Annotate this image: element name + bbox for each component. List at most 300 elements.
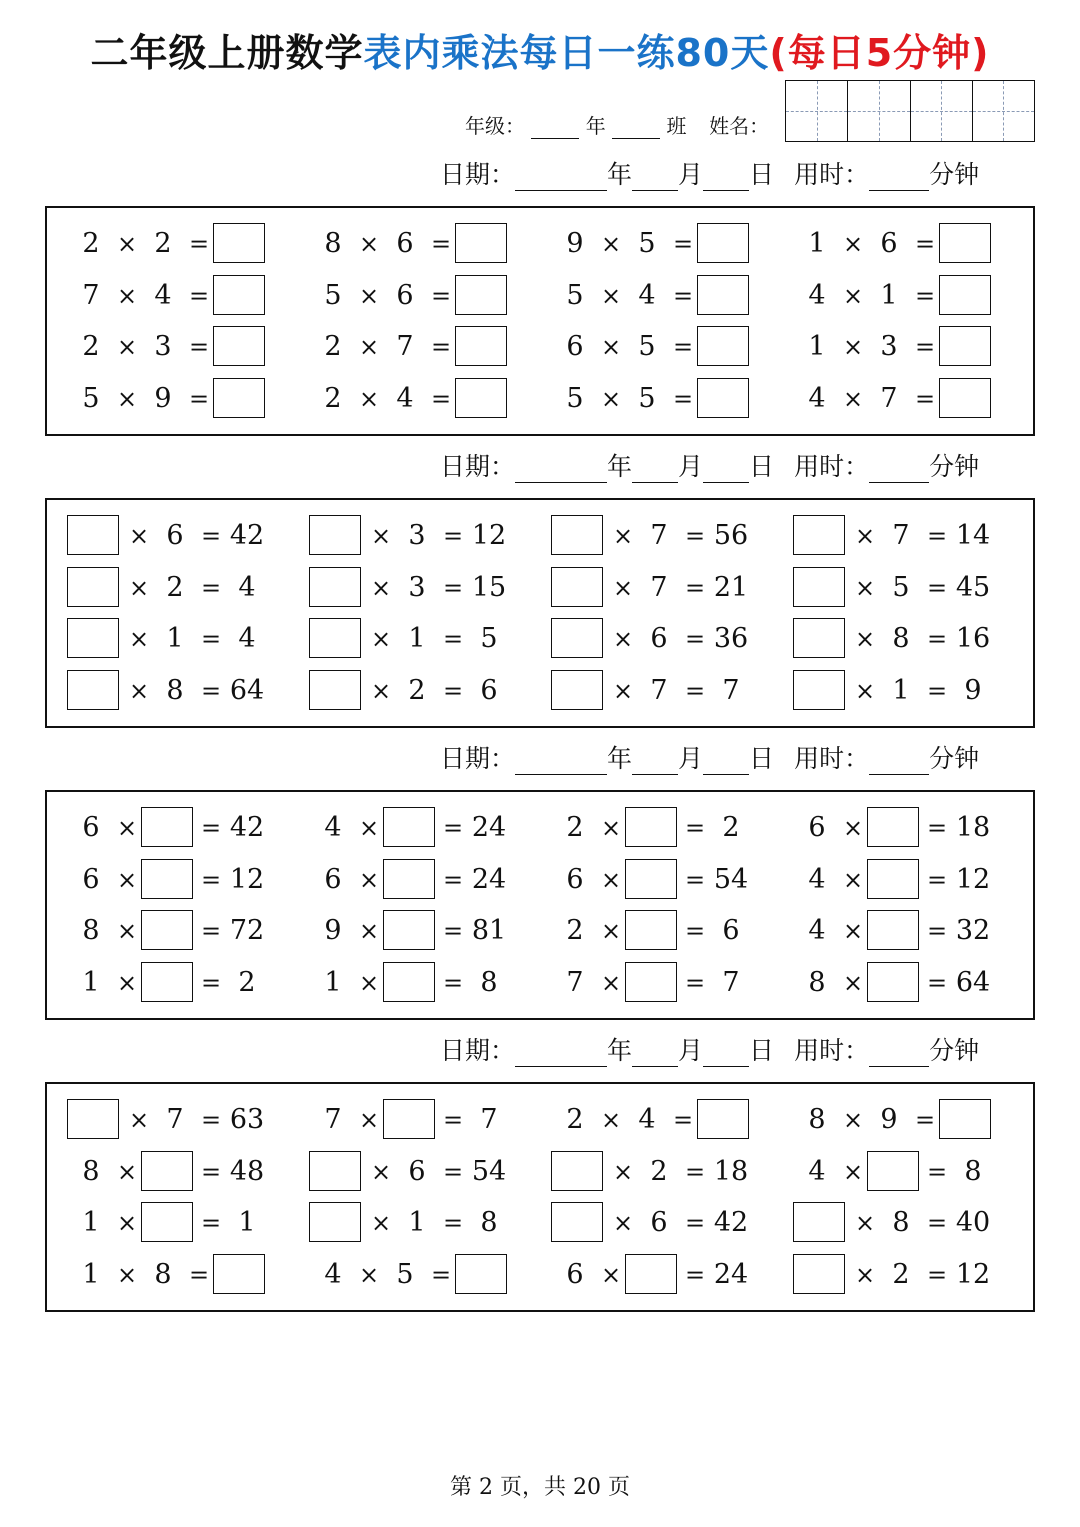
- number: 54: [713, 864, 749, 895]
- problem-row: [47, 962, 1033, 1004]
- answer-box[interactable]: [939, 378, 991, 418]
- answer-box[interactable]: [455, 326, 507, 366]
- number: 64: [955, 967, 991, 998]
- equals-sign: =: [684, 625, 706, 653]
- multiplication-problem: [67, 618, 307, 660]
- answer-box[interactable]: [793, 567, 845, 607]
- date-label: 日期：: [440, 452, 516, 481]
- number: 5: [638, 228, 656, 259]
- times-sign: ×: [842, 969, 864, 997]
- answer-box[interactable]: [867, 1151, 919, 1191]
- problem-row: [47, 910, 1033, 952]
- number: 8: [324, 228, 342, 259]
- number: 3: [154, 331, 172, 362]
- number: 4: [808, 1156, 826, 1187]
- answer-box[interactable]: [67, 515, 119, 555]
- times-sign: ×: [370, 1158, 392, 1186]
- multiplication-problem: [551, 910, 791, 952]
- equals-sign: =: [672, 1106, 694, 1134]
- answer-box[interactable]: [939, 223, 991, 263]
- answer-box[interactable]: [697, 1099, 749, 1139]
- times-sign: ×: [600, 282, 622, 310]
- answer-box[interactable]: [455, 275, 507, 315]
- times-sign: ×: [842, 814, 864, 842]
- multiplication-problem: [793, 859, 1033, 901]
- times-sign: ×: [842, 385, 864, 413]
- equals-sign: =: [442, 969, 464, 997]
- class-blank[interactable]: [612, 118, 660, 139]
- problem-row: [47, 515, 1033, 557]
- answer-box[interactable]: [625, 1254, 677, 1294]
- equals-sign: =: [188, 1261, 210, 1289]
- times-sign: ×: [128, 677, 150, 705]
- number: 42: [229, 520, 265, 551]
- equals-sign: =: [926, 969, 948, 997]
- answer-box[interactable]: [309, 618, 361, 658]
- equals-sign: =: [430, 385, 452, 413]
- answer-box[interactable]: [793, 618, 845, 658]
- equals-sign: =: [442, 866, 464, 894]
- number: 2: [408, 675, 426, 706]
- number: 9: [324, 915, 342, 946]
- answer-box[interactable]: [383, 1099, 435, 1139]
- number: 4: [154, 280, 172, 311]
- number: 8: [808, 1104, 826, 1135]
- number: 8: [480, 967, 498, 998]
- answer-box[interactable]: [213, 1254, 265, 1294]
- multiplication-problem: [309, 515, 549, 557]
- grade-label: 年级：: [465, 114, 525, 138]
- number: 4: [638, 1104, 656, 1135]
- number: 7: [722, 675, 740, 706]
- times-sign: ×: [842, 1106, 864, 1134]
- number: 4: [324, 812, 342, 843]
- number: 5: [566, 383, 584, 414]
- number: 6: [408, 1156, 426, 1187]
- number: 8: [964, 1156, 982, 1187]
- multiplication-problem: [309, 1202, 549, 1244]
- problem-row: [47, 1099, 1033, 1141]
- multiplication-problem: [67, 1202, 307, 1244]
- answer-box[interactable]: [141, 807, 193, 847]
- number: 45: [955, 572, 991, 603]
- number: 2: [324, 331, 342, 362]
- answer-box[interactable]: [551, 1151, 603, 1191]
- number: 6: [650, 623, 668, 654]
- equals-sign: =: [188, 385, 210, 413]
- multiplication-problem: [67, 1099, 307, 1141]
- answer-box[interactable]: [551, 567, 603, 607]
- name-label: 姓名：: [709, 114, 770, 138]
- multiplication-problem: [67, 807, 307, 849]
- minutes-char: 分钟: [929, 1036, 980, 1065]
- year-char: 年: [607, 160, 633, 189]
- multiplication-problem: [551, 618, 791, 660]
- time-blank[interactable]: [869, 164, 929, 191]
- grade-blank[interactable]: [531, 118, 579, 139]
- number: 6: [566, 864, 584, 895]
- equals-sign: =: [442, 1158, 464, 1186]
- number: 3: [880, 331, 898, 362]
- number: 2: [154, 228, 172, 259]
- equals-sign: =: [914, 333, 936, 361]
- equals-sign: =: [684, 866, 706, 894]
- number: 4: [396, 383, 414, 414]
- multiplication-problem: [309, 1254, 549, 1296]
- number: 6: [722, 915, 740, 946]
- year-char: 年: [607, 1036, 633, 1065]
- multiplication-problem: [309, 807, 549, 849]
- number: 63: [229, 1104, 265, 1135]
- number: 7: [892, 520, 910, 551]
- answer-box[interactable]: [455, 1254, 507, 1294]
- month-char: 月: [678, 452, 704, 481]
- minutes-char: 分钟: [929, 160, 980, 189]
- times-sign: ×: [116, 282, 138, 310]
- multiplication-problem: [551, 275, 791, 317]
- number: 1: [82, 967, 100, 998]
- multiplication-problem: [793, 275, 1033, 317]
- number: 6: [566, 331, 584, 362]
- multiplication-problem: [793, 378, 1033, 420]
- times-sign: ×: [116, 917, 138, 945]
- answer-box[interactable]: [551, 1202, 603, 1242]
- answer-box[interactable]: [939, 326, 991, 366]
- answer-box[interactable]: [141, 1151, 193, 1191]
- equals-sign: =: [200, 1209, 222, 1237]
- multiplication-problem: [793, 807, 1033, 849]
- number: 56: [713, 520, 749, 551]
- equals-sign: =: [200, 574, 222, 602]
- multiplication-problem: [551, 1254, 791, 1296]
- number: 3: [408, 520, 426, 551]
- equals-sign: =: [442, 574, 464, 602]
- times-sign: ×: [370, 1209, 392, 1237]
- number: 1: [82, 1259, 100, 1290]
- number: 1: [892, 675, 910, 706]
- year-blank[interactable]: [515, 456, 607, 483]
- equals-sign: =: [926, 677, 948, 705]
- name-grid-cell[interactable]: [973, 81, 1034, 141]
- answer-box[interactable]: [867, 807, 919, 847]
- equals-sign: =: [684, 522, 706, 550]
- equals-sign: =: [188, 333, 210, 361]
- answer-box[interactable]: [213, 275, 265, 315]
- number: 2: [82, 331, 100, 362]
- answer-box[interactable]: [697, 326, 749, 366]
- number: 9: [566, 228, 584, 259]
- month-char: 月: [678, 1036, 704, 1065]
- answer-box[interactable]: [939, 275, 991, 315]
- times-sign: ×: [128, 574, 150, 602]
- answer-box[interactable]: [213, 326, 265, 366]
- multiplication-problem: [551, 1202, 791, 1244]
- times-sign: ×: [358, 917, 380, 945]
- times-sign: ×: [842, 1158, 864, 1186]
- answer-box[interactable]: [141, 962, 193, 1002]
- month-blank[interactable]: [632, 164, 678, 191]
- multiplication-problem: [67, 275, 307, 317]
- number: 4: [238, 572, 256, 603]
- year-blank[interactable]: [515, 748, 607, 775]
- number: 9: [154, 383, 172, 414]
- day-blank[interactable]: [703, 456, 749, 483]
- answer-box[interactable]: [939, 1099, 991, 1139]
- time-blank[interactable]: [869, 456, 929, 483]
- name-writing-grid[interactable]: [785, 80, 1035, 142]
- name-grid-cell[interactable]: [848, 81, 910, 141]
- answer-box[interactable]: [793, 1202, 845, 1242]
- number: 7: [324, 1104, 342, 1135]
- answer-box[interactable]: [697, 275, 749, 315]
- times-sign: ×: [854, 677, 876, 705]
- answer-box[interactable]: [67, 670, 119, 710]
- problem-row: [47, 326, 1033, 368]
- answer-box[interactable]: [67, 567, 119, 607]
- equals-sign: =: [430, 230, 452, 258]
- name-grid-cell[interactable]: [911, 81, 973, 141]
- number: 5: [480, 623, 498, 654]
- equals-sign: =: [926, 522, 948, 550]
- problem-panel: [45, 206, 1035, 436]
- times-sign: ×: [600, 333, 622, 361]
- name-grid-cell[interactable]: [786, 81, 848, 141]
- number: 7: [650, 675, 668, 706]
- problem-row: [47, 670, 1033, 712]
- multiplication-problem: [793, 962, 1033, 1004]
- number: 7: [480, 1104, 498, 1135]
- day-blank[interactable]: [703, 748, 749, 775]
- times-sign: ×: [600, 814, 622, 842]
- time-blank[interactable]: [869, 1040, 929, 1067]
- year-blank[interactable]: [515, 164, 607, 191]
- equals-sign: =: [188, 282, 210, 310]
- times-sign: ×: [116, 866, 138, 894]
- answer-box[interactable]: [625, 962, 677, 1002]
- day-blank[interactable]: [703, 1040, 749, 1067]
- answer-box[interactable]: [551, 618, 603, 658]
- month-blank[interactable]: [632, 748, 678, 775]
- times-sign: ×: [358, 385, 380, 413]
- month-blank[interactable]: [632, 1040, 678, 1067]
- multiplication-problem: [793, 670, 1033, 712]
- problem-panel: [45, 790, 1035, 1020]
- equals-sign: =: [672, 333, 694, 361]
- number: 5: [892, 572, 910, 603]
- year-char: 年: [607, 452, 633, 481]
- equals-sign: =: [684, 814, 706, 842]
- answer-box[interactable]: [867, 962, 919, 1002]
- answer-box[interactable]: [793, 670, 845, 710]
- answer-box[interactable]: [383, 807, 435, 847]
- answer-box[interactable]: [625, 807, 677, 847]
- answer-box[interactable]: [213, 378, 265, 418]
- answer-box[interactable]: [309, 670, 361, 710]
- number: 1: [238, 1207, 256, 1238]
- times-sign: ×: [128, 625, 150, 653]
- answer-box[interactable]: [697, 378, 749, 418]
- number: 7: [722, 967, 740, 998]
- time-label: 用时：: [794, 1036, 870, 1065]
- answer-box[interactable]: [793, 1254, 845, 1294]
- multiplication-problem: [67, 378, 307, 420]
- times-sign: ×: [854, 522, 876, 550]
- times-sign: ×: [600, 385, 622, 413]
- answer-box[interactable]: [625, 910, 677, 950]
- problem-row: [47, 1202, 1033, 1244]
- multiplication-problem: [309, 223, 549, 265]
- answer-box[interactable]: [309, 1151, 361, 1191]
- multiplication-problem: [793, 567, 1033, 609]
- multiplication-problem: [551, 1099, 791, 1141]
- equals-sign: =: [914, 385, 936, 413]
- equals-sign: =: [926, 866, 948, 894]
- times-sign: ×: [116, 230, 138, 258]
- number: 7: [650, 572, 668, 603]
- equals-sign: =: [200, 625, 222, 653]
- number: 1: [808, 331, 826, 362]
- date-row: [440, 155, 1040, 189]
- month-char: 月: [678, 160, 704, 189]
- answer-box[interactable]: [67, 1099, 119, 1139]
- answer-box[interactable]: [455, 223, 507, 263]
- equals-sign: =: [684, 1158, 706, 1186]
- number: 9: [964, 675, 982, 706]
- number: 12: [955, 1259, 991, 1290]
- grade-year-char: 年: [585, 114, 606, 138]
- equals-sign: =: [200, 677, 222, 705]
- answer-box[interactable]: [697, 223, 749, 263]
- day-char: 日: [749, 1036, 775, 1065]
- number: 8: [808, 967, 826, 998]
- times-sign: ×: [854, 1209, 876, 1237]
- day-blank[interactable]: [703, 164, 749, 191]
- times-sign: ×: [116, 1158, 138, 1186]
- number: 2: [650, 1156, 668, 1187]
- number: 8: [480, 1207, 498, 1238]
- times-sign: ×: [116, 385, 138, 413]
- date-row: [440, 739, 1040, 773]
- multiplication-problem: [551, 962, 791, 1004]
- answer-box[interactable]: [867, 910, 919, 950]
- number: 8: [892, 1207, 910, 1238]
- answer-box[interactable]: [625, 859, 677, 899]
- number: 2: [82, 228, 100, 259]
- number: 24: [713, 1259, 749, 1290]
- answer-box[interactable]: [383, 910, 435, 950]
- month-blank[interactable]: [632, 456, 678, 483]
- times-sign: ×: [370, 522, 392, 550]
- times-sign: ×: [612, 574, 634, 602]
- year-blank[interactable]: [515, 1040, 607, 1067]
- answer-box[interactable]: [551, 670, 603, 710]
- number: 18: [955, 812, 991, 843]
- number: 2: [238, 967, 256, 998]
- number: 40: [955, 1207, 991, 1238]
- times-sign: ×: [358, 866, 380, 894]
- problem-row: [47, 275, 1033, 317]
- answer-box[interactable]: [551, 515, 603, 555]
- number: 6: [566, 1259, 584, 1290]
- answer-box[interactable]: [455, 378, 507, 418]
- title-part-topic: 表内乘法每日一练80天: [363, 31, 770, 75]
- equals-sign: =: [200, 917, 222, 945]
- answer-box[interactable]: [309, 1202, 361, 1242]
- number: 2: [566, 915, 584, 946]
- problem-row: [47, 618, 1033, 660]
- answer-box[interactable]: [141, 1202, 193, 1242]
- number: 4: [638, 280, 656, 311]
- answer-box[interactable]: [793, 515, 845, 555]
- year-char: 年: [607, 744, 633, 773]
- multiplication-problem: [551, 670, 791, 712]
- day-char: 日: [749, 744, 775, 773]
- number: 5: [396, 1259, 414, 1290]
- multiplication-problem: [309, 962, 549, 1004]
- answer-box[interactable]: [309, 515, 361, 555]
- number: 6: [396, 280, 414, 311]
- equals-sign: =: [684, 1209, 706, 1237]
- time-blank[interactable]: [869, 748, 929, 775]
- minutes-char: 分钟: [929, 744, 980, 773]
- multiplication-problem: [309, 1151, 549, 1193]
- times-sign: ×: [612, 677, 634, 705]
- multiplication-problem: [551, 859, 791, 901]
- number: 81: [471, 915, 507, 946]
- number: 2: [166, 572, 184, 603]
- times-sign: ×: [600, 1261, 622, 1289]
- multiplication-problem: [67, 1151, 307, 1193]
- answer-box[interactable]: [383, 859, 435, 899]
- number: 1: [324, 967, 342, 998]
- day-char: 日: [749, 160, 775, 189]
- multiplication-problem: [551, 567, 791, 609]
- answer-box[interactable]: [309, 567, 361, 607]
- times-sign: ×: [600, 230, 622, 258]
- number: 7: [650, 520, 668, 551]
- equals-sign: =: [442, 677, 464, 705]
- number: 1: [408, 623, 426, 654]
- answer-box[interactable]: [67, 618, 119, 658]
- number: 12: [471, 520, 507, 551]
- equals-sign: =: [672, 282, 694, 310]
- times-sign: ×: [854, 625, 876, 653]
- answer-box[interactable]: [141, 910, 193, 950]
- problem-row: [47, 1254, 1033, 1296]
- multiplication-problem: [67, 515, 307, 557]
- answer-box[interactable]: [141, 859, 193, 899]
- time-label: 用时：: [794, 160, 870, 189]
- answer-box[interactable]: [383, 962, 435, 1002]
- multiplication-problem: [309, 618, 549, 660]
- times-sign: ×: [370, 574, 392, 602]
- equals-sign: =: [442, 1209, 464, 1237]
- times-sign: ×: [612, 522, 634, 550]
- answer-box[interactable]: [867, 859, 919, 899]
- equals-sign: =: [926, 625, 948, 653]
- multiplication-problem: [551, 223, 791, 265]
- equals-sign: =: [188, 230, 210, 258]
- time-label: 用时：: [794, 744, 870, 773]
- equals-sign: =: [926, 574, 948, 602]
- times-sign: ×: [600, 969, 622, 997]
- number: 16: [955, 623, 991, 654]
- number: 6: [880, 228, 898, 259]
- date-label: 日期：: [440, 160, 516, 189]
- answer-box[interactable]: [213, 223, 265, 263]
- multiplication-problem: [67, 859, 307, 901]
- title-part-grade: 二年级上册数学: [90, 31, 364, 75]
